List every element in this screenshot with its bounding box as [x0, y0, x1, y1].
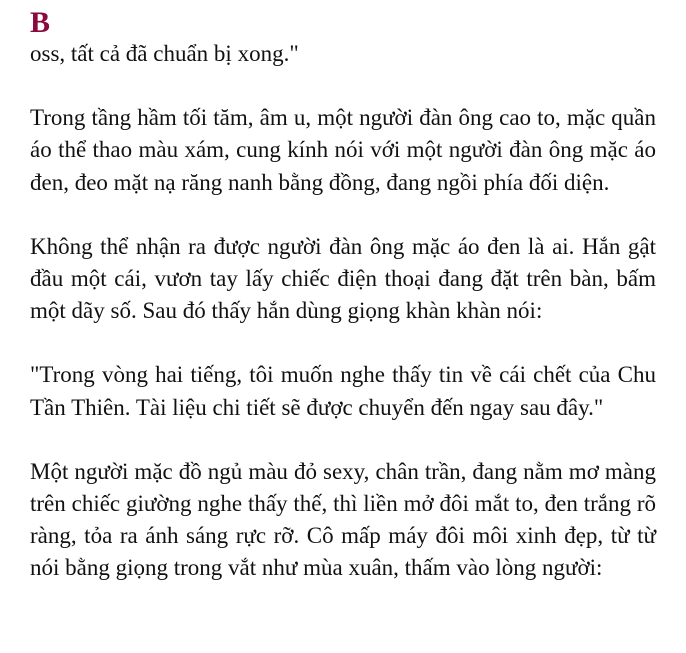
paragraph-5: Một người mặc đồ ngủ màu đỏ sexy, chân trần, đang nằm mơ màng trên chiếc giường nghe thấy thế, thì liền mở đôi mắt to, đen trắng rõ ràng, tỏa ra ánh sáng rực rỡ. Cô mấp máy đôi môi xinh đẹp, từ từ nói bằng giọng trong vắt như mùa xuân, thấm vào lòng người:: [30, 458, 656, 581]
paragraph-2: Trong tầng hầm tối tăm, âm u, một người đàn ông cao to, mặc quần áo thể thao màu xám, cung kính nói với một người đàn ông mặc áo đen, đeo mặt nạ răng nanh bằng đồng, đang ngồi phía đối diện.: [30, 105, 656, 195]
drop-cap: B: [30, 6, 51, 39]
paragraph-3: Không thể nhận ra được người đàn ông mặc áo đen là ai. Hắn gật đầu một cái, vươn tay lấy chiếc điện thoại đang đặt trên bàn, bấm một dãy số. Sau đó thấy hắn dùng giọng khàn khàn nói:: [30, 233, 656, 324]
paragraph-4: "Trong vòng hai tiếng, tôi muốn nghe thấy tin về cái chết của Chu Tần Thiên. Tài liệu chi tiết sẽ được chuyển đến ngay sau đây.": [30, 362, 656, 420]
reading-page: [30, 0, 656, 585]
paragraph-1: oss, tất cả đã chuẩn bị xong.": [30, 41, 299, 66]
